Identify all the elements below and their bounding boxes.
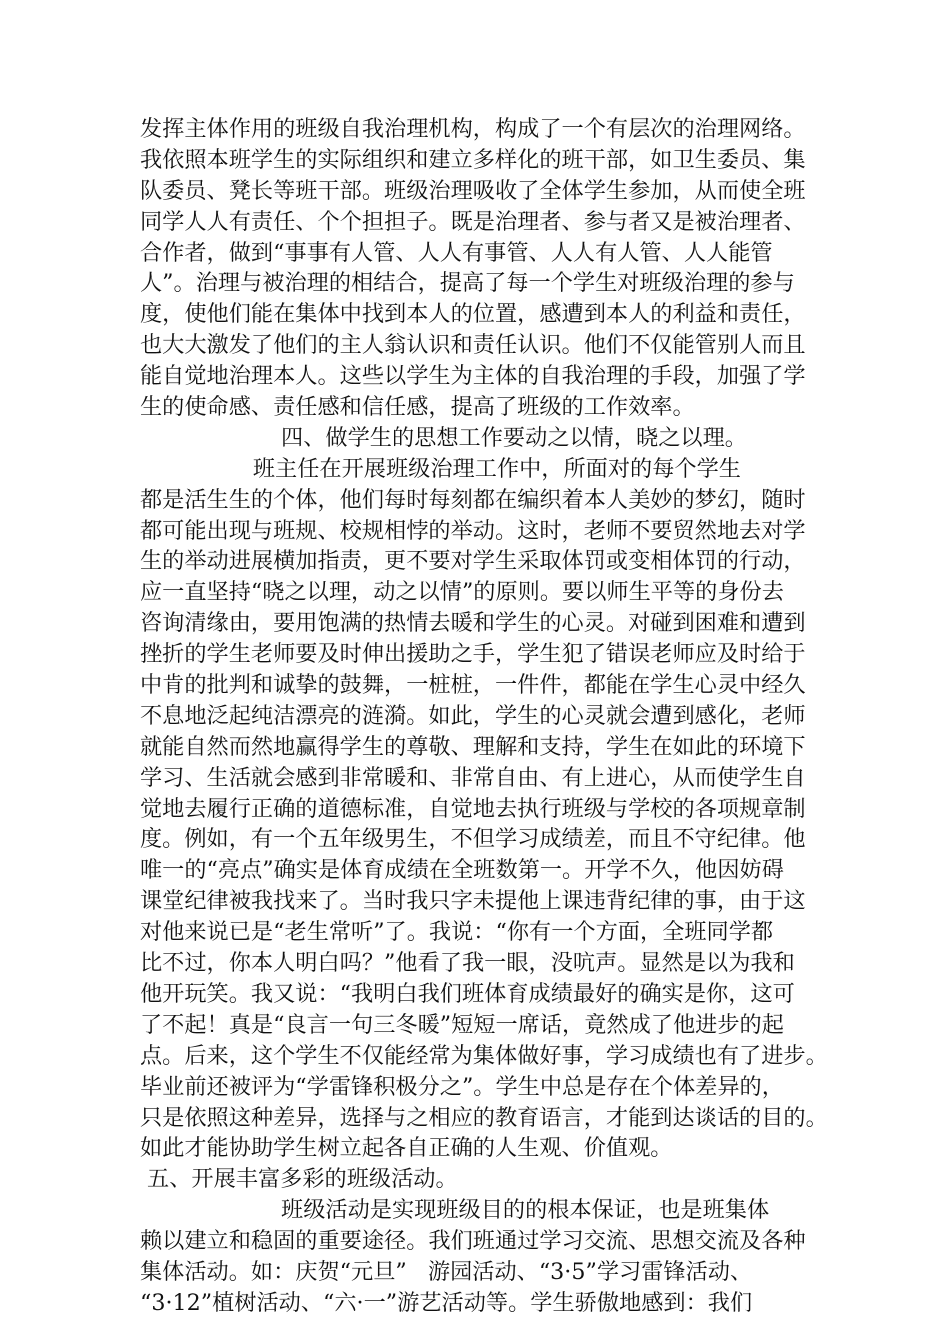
text-line: 唯一的“亮点”确实是体育成绩在全班数第一。开学不久，他因妨碍 bbox=[140, 857, 784, 884]
text-line: 课堂纪律被我找来了。当时我只字未提他上课违背纪律的事，由于这 bbox=[140, 888, 806, 915]
text-line: 生的使命感、责任感和信任感，提高了班级的工作效率。 bbox=[140, 394, 695, 421]
text-line: 也大大激发了他们的主人翁认识和责任认识。他们不仅能管别人而且 bbox=[140, 332, 806, 359]
text-line: 比不过，你本人明白吗？”他看了我一眼，没吭声。显然是以为我和 bbox=[140, 950, 795, 977]
text-line: 都可能出现与班规、校规相悖的举动。这时，老师不要贸然地去对学 bbox=[140, 517, 806, 544]
text-line: 度。例如，有一个五年级男生，不但学习成绩差，而且不守纪律。他 bbox=[140, 826, 806, 853]
section-heading-4: 四、做学生的思想工作要动之以情，晓之以理。 bbox=[140, 424, 747, 451]
text-line: 赖以建立和稳固的重要途径。我们班通过学习交流、思想交流及各种 bbox=[140, 1228, 806, 1255]
text-line: 班级活动是实现班级目的的根本保证，也是班集体 bbox=[140, 1197, 770, 1224]
text-line: 对他来说已是“老生常听”了。我说：“你有一个方面，全班同学都 bbox=[140, 919, 774, 946]
text-line: 只是依照这种差异，选择与之相应的教育语言，才能到达谈话的目的。 bbox=[140, 1104, 828, 1131]
text-line: 他开玩笑。我又说：“我明白我们班体育成绩最好的确实是你，这可 bbox=[140, 980, 795, 1007]
text-line: 集体活动。如：庆贺“元旦” 游园活动、“3·5”学习雷锋活动、 bbox=[140, 1258, 753, 1285]
text-line: 点。后来，这个学生不仅能经常为集体做好事，学习成绩也有了进步。 bbox=[140, 1042, 828, 1069]
text-line: 觉地去履行正确的道德标准，自觉地去执行班级与学校的各项规章制 bbox=[140, 795, 806, 822]
text-line: 毕业前还被评为“学雷锋积极分之”。学生中总是存在个体差异的， bbox=[140, 1073, 784, 1100]
document-body bbox=[140, 114, 830, 1319]
text-line: 如此才能协助学生树立起各自正确的人生观、价值观。 bbox=[140, 1135, 673, 1162]
text-line: 生的举动进展横加指责，更不要对学生采取体罚或变相体罚的行动， bbox=[140, 548, 806, 575]
text-line: 应一直坚持“晓之以理，动之以情”的原则。要以师生平等的身份去 bbox=[140, 579, 784, 606]
text-line: 队委员、凳长等班干部。班级治理吸收了全体学生参加，从而使全班 bbox=[140, 177, 806, 204]
text-line: 就能自然而然地赢得学生的尊敬、理解和支持，学生在如此的环境下 bbox=[140, 733, 806, 760]
text-line: 人”。治理与被治理的相结合，提高了每一个学生对班级治理的参与 bbox=[140, 270, 795, 297]
text-line: 发挥主体作用的班级自我治理机构，构成了一个有层次的治理网络。 bbox=[140, 116, 806, 142]
text-line: 学习、生活就会感到非常暖和、非常自由、有上进心，从而使学生自 bbox=[140, 764, 806, 791]
text-line: 了不起！真是“良言一句三冬暖”短短一席话，竟然成了他进步的起 bbox=[140, 1011, 784, 1038]
text-line: 同学人人有责任、个个担担子。既是治理者、参与者又是被治理者、 bbox=[140, 208, 806, 235]
text-line: 中肯的批判和诚挚的鼓舞，一桩桩，一件件，都能在学生心灵中经久 bbox=[140, 672, 806, 699]
text-line: 合作者，做到“事事有人管、人人有事管、人人有人管、人人能管 bbox=[140, 239, 773, 266]
text-line: 班主任在开展班级治理工作中，所面对的每个学生 bbox=[140, 455, 741, 482]
text-line: 我依照本班学生的实际组织和建立多样化的班干部，如卫生委员、集 bbox=[140, 146, 806, 173]
text-line: 能自觉地治理本人。这些以学生为主体的自我治理的手段，加强了学 bbox=[140, 363, 806, 390]
text-line: 挫折的学生老师要及时伸出援助之手，学生犯了错误老师应及时给于 bbox=[140, 641, 806, 668]
section-heading-5: 五、开展丰富多彩的班级活动。 bbox=[140, 1166, 458, 1193]
text-line: 咨询清缘由，要用饱满的热情去暖和学生的心灵。对碰到困难和遭到 bbox=[140, 610, 806, 637]
text-line: “3·12”植树活动、“六·一”游艺活动等。学生骄傲地感到：我们 bbox=[140, 1289, 753, 1316]
text-line: 不息地泛起纯洁漂亮的涟漪。如此，学生的心灵就会遭到感化，老师 bbox=[140, 702, 806, 729]
text-line: 都是活生生的个体，他们每时每刻都在编织着本人美妙的梦幻，随时 bbox=[140, 486, 806, 513]
text-line: 度，使他们能在集体中找到本人的位置，感遭到本人的利益和责任， bbox=[140, 301, 806, 328]
